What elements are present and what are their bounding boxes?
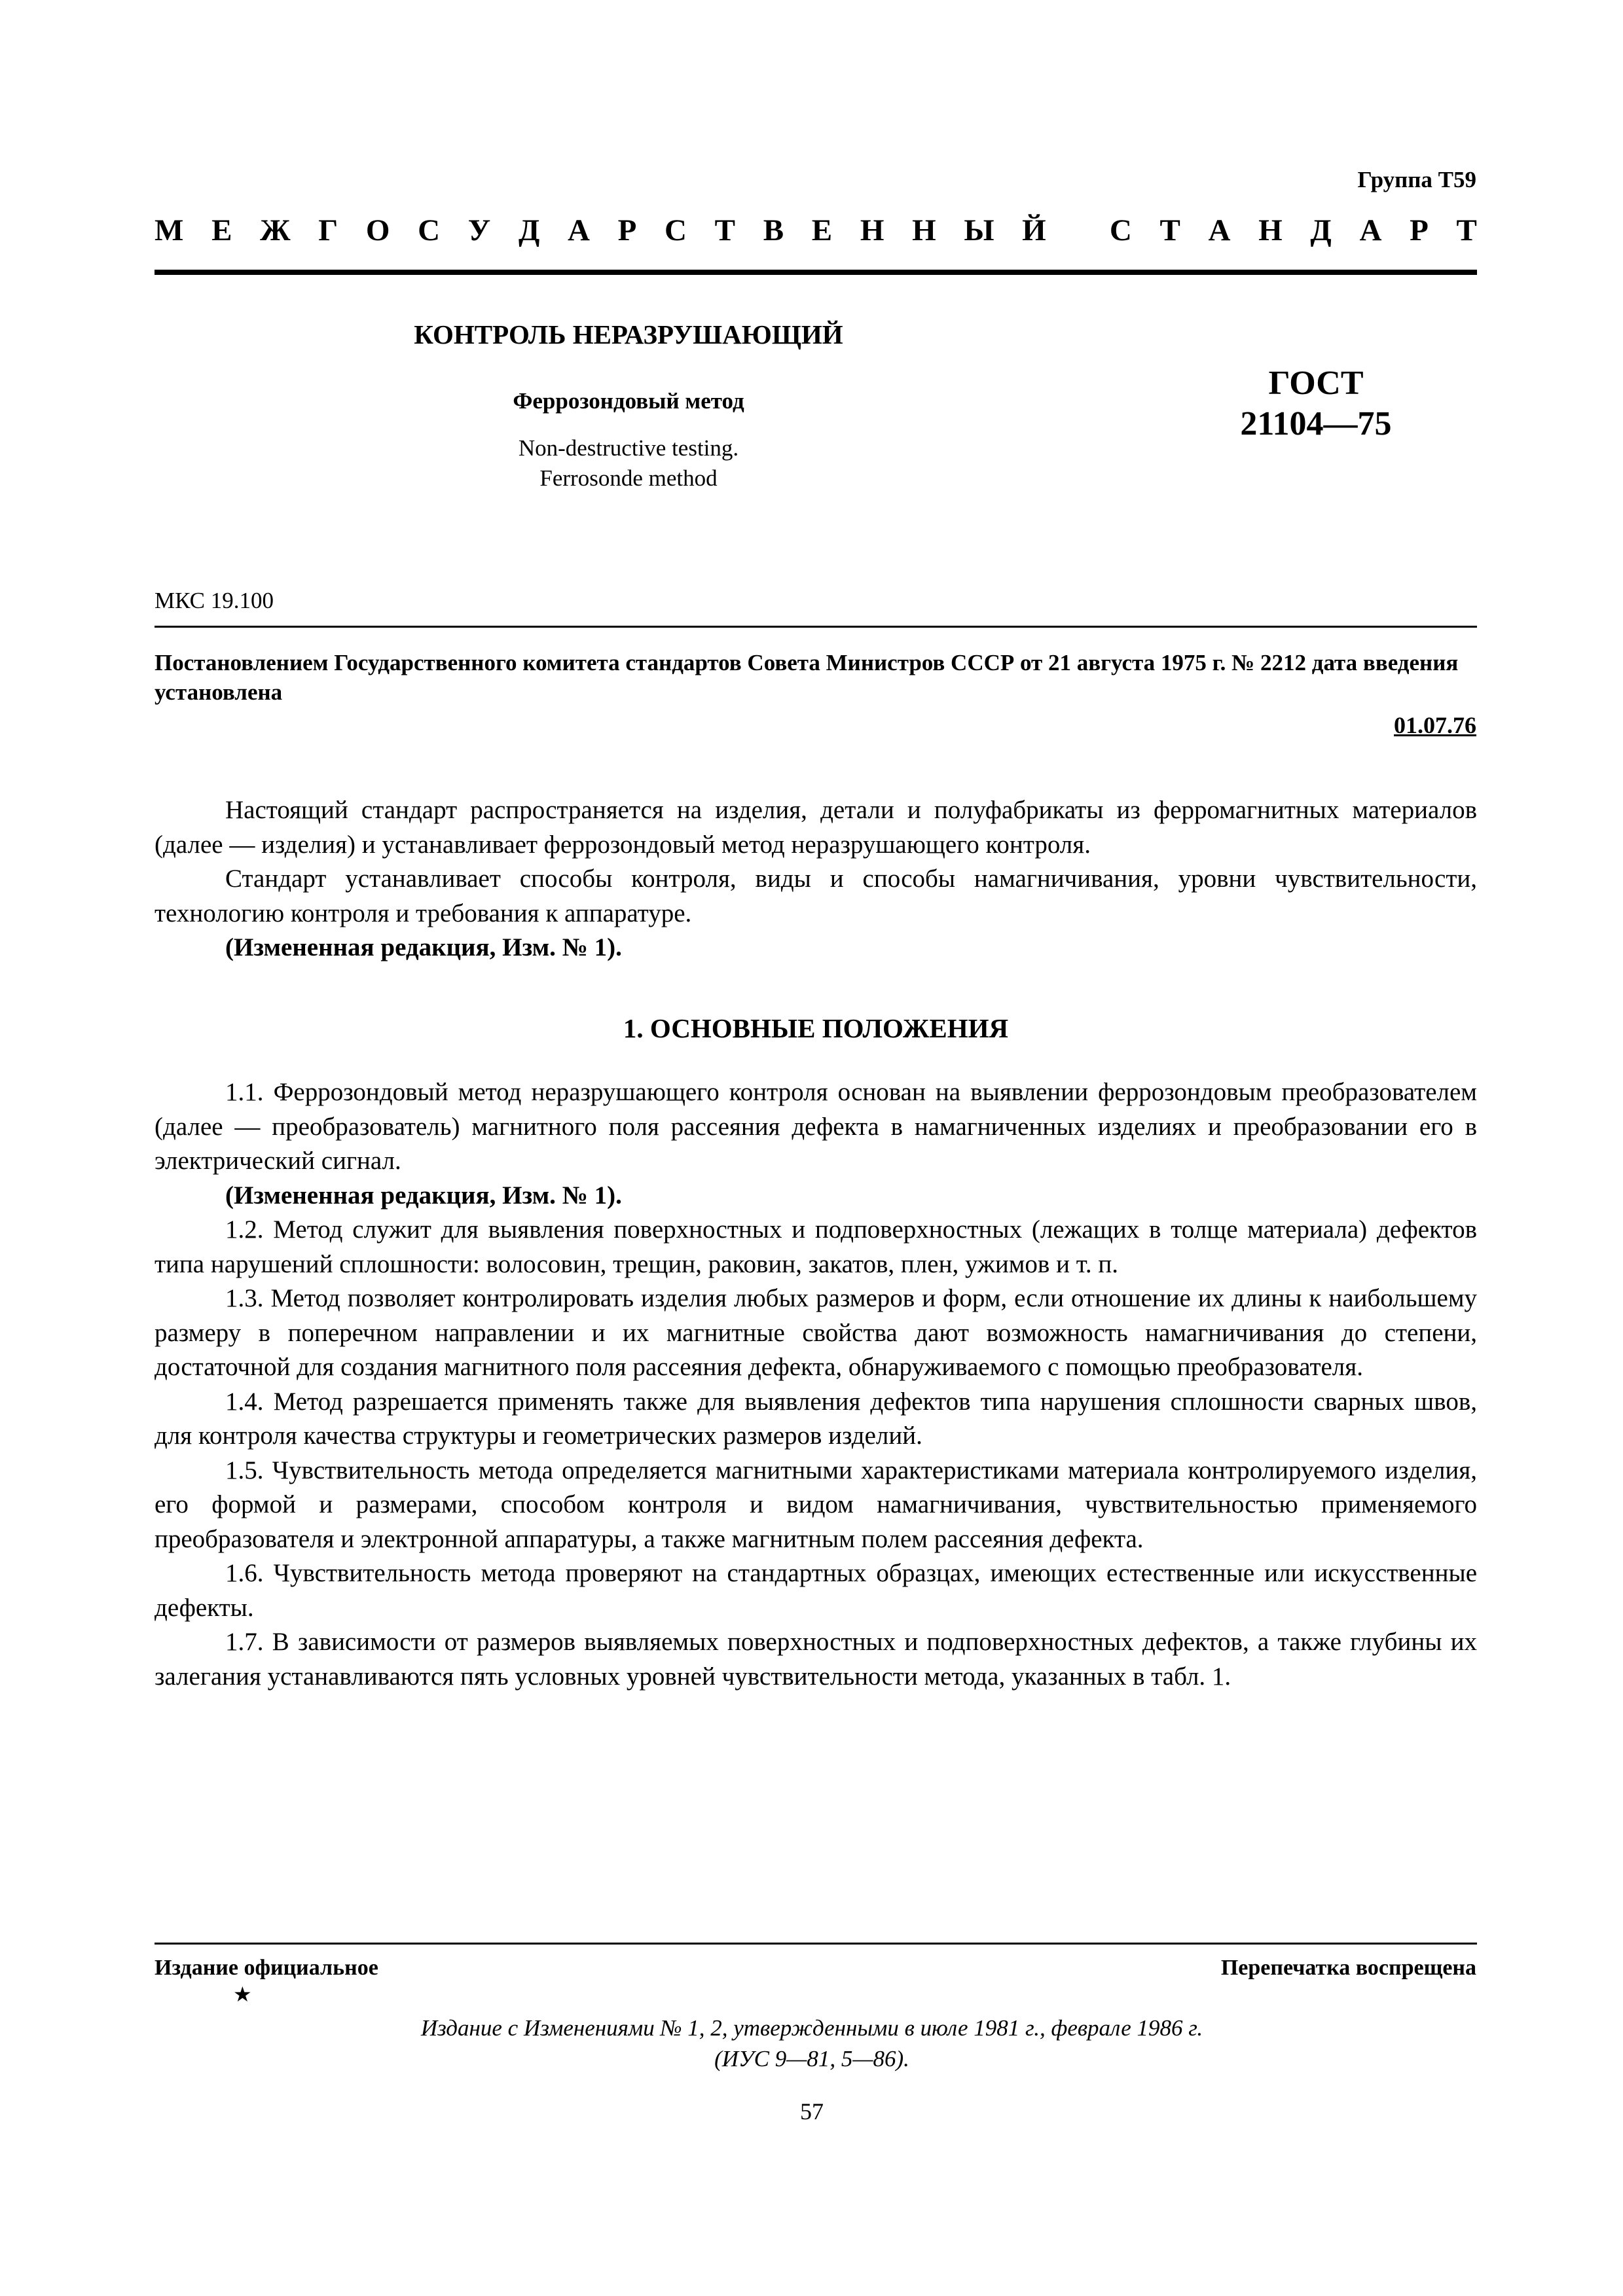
gost-number: 21104—75 [1240,405,1392,442]
amendments-line-2: (ИУС 9—81, 5—86). [714,2046,909,2072]
english-title-line-1: Non-destructive testing. [518,435,739,461]
banner-letter: Т [1456,213,1477,247]
banner-letter: С [418,213,441,247]
banner-letter: Р [617,213,637,247]
english-title-line-2: Ferrosonde method [539,465,718,491]
clause-1-5: 1.5. Чувствительность метода определяется магнитными характеристиками материала контролируемого изделия, его формой и размерами, способом контроля и видом намагничивания, чувствительностью применяемого преобразователя и электронной аппаратуры, а также магнитным полем рассеяния дефекта. [155,1456,1477,1553]
clause-1-6: 1.6. Чувствительность метода проверяют на стандартных образцах, имеющих естественные или искусственные дефекты. [155,1559,1477,1622]
banner-letter: С [665,213,687,247]
section-heading: 1. ОСНОВНЫЕ ПОЛОЖЕНИЯ [623,1013,1009,1043]
clause-1-2: 1.2. Метод служит для выявления поверхностных и подповерхностных (лежащих в толще материала) дефектов типа нарушений сплошности: волосовин, трещин, раковин, закатов, плен, ужимов и т. п. [155,1215,1477,1278]
mks-code: МКС 19.100 [155,588,274,613]
document-title: КОНТРОЛЬ НЕРАЗРУШАЮЩИЙ [414,319,843,350]
footer-divider [155,1943,1477,1945]
amendment-note: (Измененная редакция, Изм. № 1). [225,933,622,961]
group-label: Группа Т59 [1357,167,1476,192]
section-body [155,1075,1477,1694]
reprint-notice: Перепечатка воспрещена [1220,1956,1476,1980]
intro-block [155,793,1477,965]
document-subtitle: Феррозондовый метод [513,388,744,414]
banner-letter: А [1359,213,1382,247]
banner-letter: Й [1022,213,1046,247]
clause-1-7: 1.7. В зависимости от размеров выявляемых поверхностных и подповерхностных дефектов, а также глубины их залегания устанавливаются пять условных уровней чувствительности метода, указанных в табл. 1. [155,1628,1477,1691]
banner-letter: Ы [964,213,994,247]
banner-letter: Д [518,213,540,247]
page-number: 57 [800,2098,824,2125]
intro-paragraph: Стандарт устанавливает способы контроля, виды и способы намагничивания, уровни чувствительности, технологию контроля и требования к аппаратуре. [155,865,1477,927]
standard-banner [155,213,1477,248]
banner-letter: Н [912,213,936,247]
banner-letter: М [155,213,184,247]
banner-letter: Г [318,213,338,247]
clause-1-1: 1.1. Феррозондовый метод неразрушающего контроля основан на выявлении феррозондовым преобразователем (далее — преобразователь) магнитного поля рассеяния дефекта в намагниченных изделиях и преобразовании его в электрический сигнал. [155,1078,1477,1175]
top-divider [155,270,1477,275]
clause-1-4: 1.4. Метод разрешается применять также для выявления дефектов типа нарушения сплошности сварных швов, для контроля качества структуры и геометрических размеров изделий. [155,1387,1477,1450]
banner-letter: В [763,213,784,247]
banner-letter: Т [714,213,736,247]
introduction-date: 01.07.76 [1394,712,1476,738]
banner-letter: А [567,213,590,247]
banner-letter: У [467,213,491,247]
amendments-note [262,2013,1362,2074]
amendment-note: (Измененная редакция, Изм. № 1). [225,1181,622,1210]
banner-letter: А [1208,213,1231,247]
banner-letter: Р [1410,213,1429,247]
intro-paragraph: Настоящий стандарт распространяется на изделия, детали и полуфабрикаты из ферромагнитных материалов (далее — изделия) и устанавливает феррозондовый метод неразрушающего контроля. [155,796,1477,859]
banner-letter: Н [1258,213,1283,247]
star-icon: ★ [233,1982,252,2006]
decree-text: Постановлением Государственного комитета стандартов Совета Министров СССР от 21 августа 1975 г. № 2212 дата введения установлена [155,650,1459,705]
banner-letter: С [1109,213,1132,247]
english-title [367,433,890,493]
gost-designation [1185,363,1447,444]
banner-gap [1074,213,1082,248]
banner-letter: О [365,213,390,247]
clause-1-3: 1.3. Метод позволяет контролировать изделия любых размеров и форм, если отношение их длины к наибольшему размеру в поперечном направлении и их магнитные свойства дают возможность намагничивания до степени, достаточной для создания магнитного поля рассеяния дефекта, обнаруживаемого с помощью преобразователя. [155,1284,1477,1381]
banner-letter: Т [1159,213,1180,247]
gost-label: ГОСТ [1268,365,1364,402]
banner-letter: Е [811,213,833,247]
banner-letter: Ж [260,213,291,247]
official-edition-label: Издание официальное [155,1956,378,1980]
banner-letter: Е [211,213,232,247]
middle-divider [155,626,1477,628]
amendments-line-1: Издание с Изменениями № 1, 2, утвержденными в июле 1981 г., феврале 1986 г. [420,2015,1203,2041]
banner-letter: Н [860,213,884,247]
banner-letter: Д [1310,213,1332,247]
